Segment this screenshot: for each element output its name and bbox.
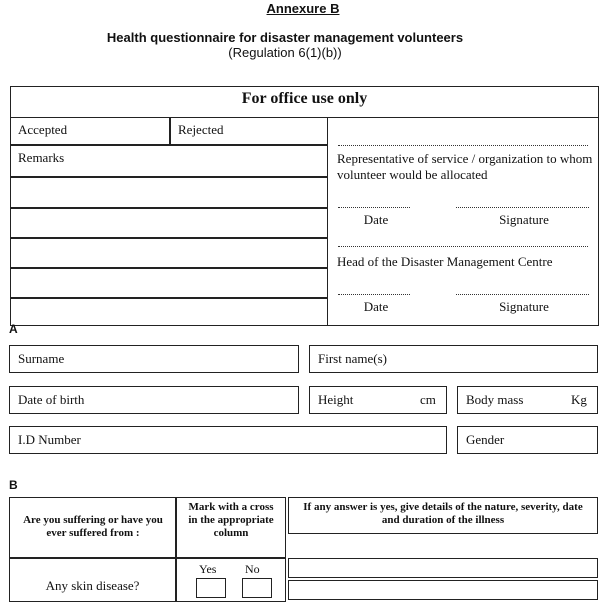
question-header-text: Are you suffering or have you ever suffered from : xyxy=(23,514,163,539)
rejected-label: Rejected xyxy=(178,122,224,137)
signature-line-1[interactable] xyxy=(456,207,589,208)
skin-disease-details-line-2[interactable] xyxy=(288,580,598,600)
remarks-line-2[interactable] xyxy=(10,208,328,238)
representative-label: Representative of service / organization to whom volunteer would be allocated xyxy=(337,151,593,182)
accepted-label: Accepted xyxy=(18,122,68,137)
annexure-label: Annexure B xyxy=(266,1,340,16)
signature-line-2[interactable] xyxy=(456,294,589,295)
date-label-1: Date xyxy=(363,212,389,227)
section-a-label: A xyxy=(9,322,18,336)
representative-line[interactable] xyxy=(338,145,588,146)
body-mass-label: Body mass xyxy=(466,392,524,407)
mark-header-text: Mark with a cross in the appropriate column xyxy=(188,501,274,539)
skin-disease-no-checkbox[interactable] xyxy=(242,578,272,598)
skin-disease-yes-checkbox[interactable] xyxy=(196,578,226,598)
body-mass-unit: Kg xyxy=(571,392,587,407)
id-number-label: I.D Number xyxy=(18,432,81,447)
date-label-2: Date xyxy=(363,299,389,314)
no-column-label: No xyxy=(245,562,260,576)
remarks-line-3[interactable] xyxy=(10,238,328,268)
form-title: Health questionnaire for disaster management volunteers xyxy=(106,30,464,45)
remarks-label: Remarks xyxy=(18,150,65,165)
gender-label: Gender xyxy=(466,432,505,447)
section-b-label: B xyxy=(9,478,18,492)
date-line-1[interactable] xyxy=(338,207,410,208)
remarks-line-4[interactable] xyxy=(10,268,328,298)
question-skin-disease: Any skin disease? xyxy=(45,578,140,593)
skin-disease-details-line-1[interactable] xyxy=(288,558,598,578)
dob-label: Date of birth xyxy=(18,392,85,407)
signature-label-2: Signature xyxy=(499,299,549,314)
head-line[interactable] xyxy=(338,246,588,247)
yes-column-label: Yes xyxy=(199,562,217,576)
surname-label: Surname xyxy=(18,351,65,366)
head-label: Head of the Disaster Management Centre xyxy=(337,254,553,269)
first-names-label: First name(s) xyxy=(318,351,387,366)
details-header-text: If any answer is yes, give details of the nature, severity, date and duration of the illness xyxy=(303,501,583,526)
height-unit: cm xyxy=(420,392,436,407)
signature-label-1: Signature xyxy=(499,212,549,227)
remarks-line-1[interactable] xyxy=(10,177,328,208)
date-line-2[interactable] xyxy=(338,294,410,295)
regulation-ref: (Regulation 6(1)(b)) xyxy=(228,45,342,60)
office-use-heading: For office use only xyxy=(241,90,368,107)
height-label: Height xyxy=(318,392,354,407)
remarks-line-5[interactable] xyxy=(10,298,328,326)
